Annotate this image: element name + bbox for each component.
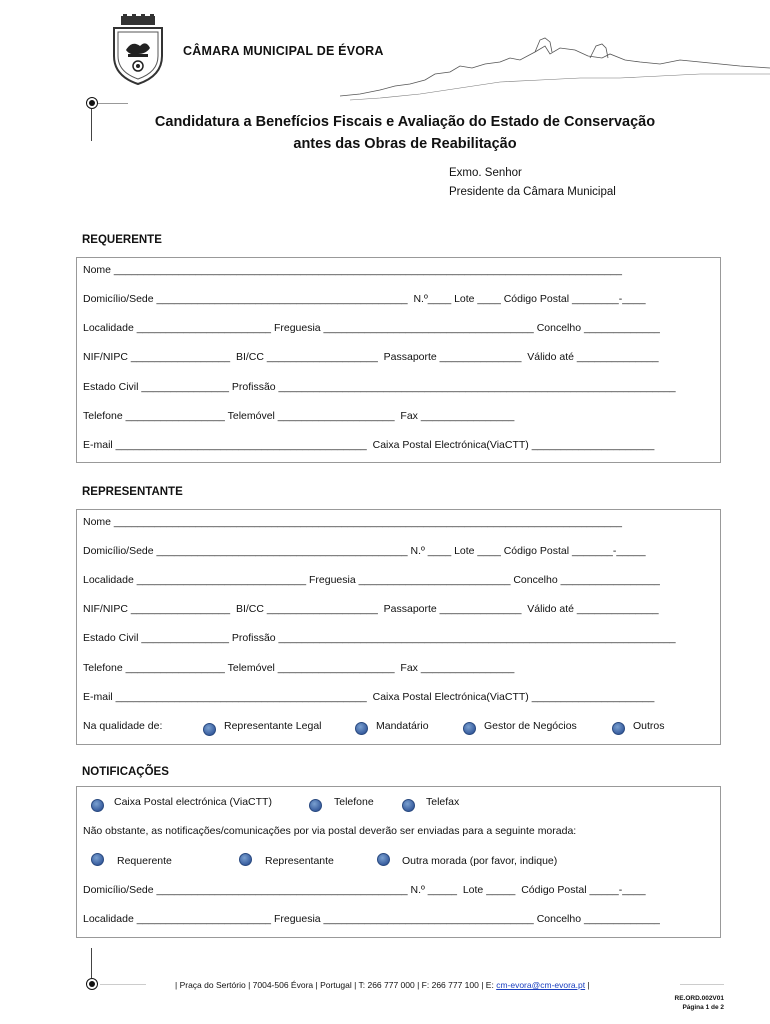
- requerente-field-nif[interactable]: NIF/NIPC _________________ BI/CC ___________________ Passaporte ______________ Válido até ______________: [83, 351, 659, 363]
- requerente-field-localidade[interactable]: Localidade _______________________ Freguesia ____________________________________ Concelho _____________: [83, 322, 660, 334]
- channel-label-viactt: Caixa Postal electrónica (ViaCTT): [114, 796, 272, 808]
- representante-field-telefone[interactable]: Telefone _________________ Telemóvel ____________________ Fax ________________: [83, 662, 515, 674]
- representante-field-nome[interactable]: Nome _______________________________________________________________________________________: [83, 516, 622, 528]
- footer-contact-end: |: [585, 980, 590, 990]
- option-label-gestor-de-negocios: Gestor de Negócios: [484, 720, 577, 732]
- radio-telefax[interactable]: [402, 799, 415, 812]
- page-number: Página 1 de 2: [682, 1004, 724, 1011]
- radio-requerente[interactable]: [91, 853, 104, 866]
- radio-outros[interactable]: [612, 722, 625, 735]
- option-label-mandatario: Mandatário: [376, 720, 429, 732]
- section-heading-notificacoes: NOTIFICAÇÕES: [82, 766, 169, 778]
- notificacoes-field-localidade[interactable]: Localidade _______________________ Freguesia ____________________________________ Concelho _____________: [83, 913, 660, 925]
- capacity-label: Na qualidade de:: [83, 720, 163, 732]
- footer-contact: [175, 980, 590, 990]
- requerente-field-estado-civil[interactable]: Estado Civil _______________ Profissão ____________________________________________________________________: [83, 381, 676, 393]
- city-skyline-illustration: [340, 34, 770, 104]
- requerente-field-email[interactable]: E-mail ___________________________________________ Caixa Postal Electrónica(ViaCTT) _____________________: [83, 439, 655, 451]
- representante-field-email[interactable]: E-mail ___________________________________________ Caixa Postal Electrónica(ViaCTT) _____________________: [83, 691, 655, 703]
- representante-field-domicilio[interactable]: Domicílio/Sede ___________________________________________ N.º ____ Lote ____ Código Postal _______-_____: [83, 545, 646, 557]
- footer-margin-rule: [91, 948, 92, 978]
- document-reference-code: RE.ORD.002V01: [674, 995, 724, 1002]
- representante-field-localidade[interactable]: Localidade _____________________________ Freguesia __________________________ Concelho _________________: [83, 574, 660, 586]
- radio-caixa-postal-electronica[interactable]: [91, 799, 104, 812]
- recipient-label-requerente: Requerente: [117, 855, 172, 867]
- municipal-seal-logo: [108, 14, 168, 88]
- radio-telefone[interactable]: [309, 799, 322, 812]
- channel-label-telefax: Telefax: [426, 796, 460, 808]
- section-marker-icon: [86, 97, 98, 109]
- notificacoes-field-domicilio[interactable]: Domicílio/Sede ___________________________________________ N.º _____ Lote _____ Código Postal _____-____: [83, 884, 646, 896]
- option-label-representante-legal: Representante Legal: [224, 720, 322, 732]
- radio-representante-legal[interactable]: [203, 723, 216, 736]
- footer-rule-right: [680, 984, 724, 985]
- header-rule: [98, 103, 128, 104]
- radio-representante[interactable]: [239, 853, 252, 866]
- option-label-outros: Outros: [633, 720, 665, 732]
- recipient-label-representante: Representante: [265, 855, 334, 867]
- footer-marker-icon: [86, 978, 98, 990]
- footer-rule-left: [100, 984, 146, 985]
- organization-name: CÂMARA MUNICIPAL DE ÉVORA: [183, 44, 384, 58]
- representante-field-nif[interactable]: NIF/NIPC _________________ BI/CC ___________________ Passaporte ______________ Válido até ______________: [83, 603, 659, 615]
- radio-mandatario[interactable]: [355, 722, 368, 735]
- requerente-field-domicilio[interactable]: Domicílio/Sede ___________________________________________ N.º____ Lote ____ Código Postal ________-____: [83, 293, 646, 305]
- requerente-field-nome[interactable]: Nome _______________________________________________________________________________________: [83, 264, 622, 276]
- form-title-line1: Candidatura a Benefícios Fiscais e Avaliação do Estado de Conservação: [154, 114, 656, 130]
- footer-email-link[interactable]: cm-evora@cm-evora.pt: [496, 980, 586, 990]
- form-title-line2: antes das Obras de Reabilitação: [293, 136, 517, 152]
- addressee-line1: Exmo. Senhor: [449, 167, 522, 179]
- channel-label-telefone: Telefone: [334, 796, 374, 808]
- requerente-field-telefone[interactable]: Telefone _________________ Telemóvel ____________________ Fax ________________: [83, 410, 515, 422]
- footer-contact-text: | Praça do Sertório | 7004-506 Évora | Portugal | T: 266 777 000 | F: 266 777 100 | E:: [175, 980, 497, 990]
- radio-gestor-de-negocios[interactable]: [463, 722, 476, 735]
- representante-field-estado-civil[interactable]: Estado Civil _______________ Profissão ____________________________________________________________________: [83, 632, 676, 644]
- margin-rule: [91, 109, 92, 141]
- postal-note: Não obstante, as notificações/comunicações por via postal deverão ser enviadas para a seguinte morada:: [83, 825, 577, 837]
- section-heading-representante: REPRESENTANTE: [82, 486, 183, 498]
- section-heading-requerente: REQUERENTE: [82, 234, 162, 246]
- addressee-line2: Presidente da Câmara Municipal: [449, 186, 616, 198]
- recipient-label-outra-morada: Outra morada (por favor, indique): [402, 855, 558, 867]
- radio-outra-morada[interactable]: [377, 853, 390, 866]
